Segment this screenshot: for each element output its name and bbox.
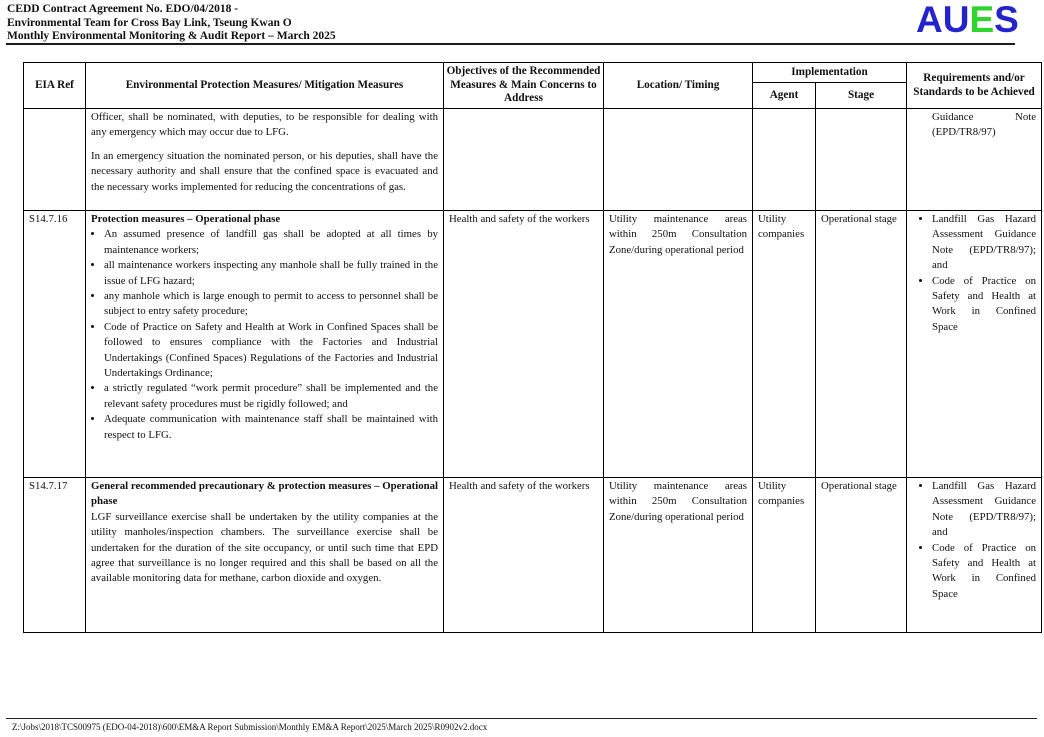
header-line-team: Environmental Team for Cross Bay Link, Tseung Kwan O <box>7 16 292 29</box>
table-header-row-1 <box>24 63 1042 83</box>
measures-bullet: • a strictly regulated “work permit procedure” shall be implemented and the relevant safety procedures must be rigidly followed; and <box>104 381 438 412</box>
cell-location: Utility maintenance areas within 250m Consultation Zone/during operational period <box>604 478 753 633</box>
header-cell-implementation: Implementation <box>753 63 907 83</box>
cell-stage: Operational stage <box>816 211 907 478</box>
measures-bullet-list <box>91 227 438 443</box>
aues-logo <box>916 1 1019 39</box>
header-cell-requirements: Requirements and/or Standards to be Achieved <box>907 63 1042 109</box>
cell-eia-ref <box>24 109 86 211</box>
cell-agent: Utility companies <box>753 478 816 633</box>
header-line-report: Monthly Environmental Monitoring & Audit Report – March 2025 <box>7 30 336 43</box>
measures-bullet: • Adequate communication with maintenance staff shall be maintained with respect to LFG. <box>104 412 438 443</box>
header-divider-line <box>6 43 1015 45</box>
measures-paragraph: Officer, shall be nominated, with deputies, to be responsible for dealing with any emergency which may occur due to LFG. <box>91 111 438 139</box>
measures-bullet: • Code of Practice on Safety and Health at Work in Confined Spaces shall be followed to ensures compliance with the Factories and Industrial Undertakings (Confined Spaces) Regulations of the Factories and Industrial Undertakings Ordinance; <box>104 320 438 382</box>
document-file-path: Z:\Jobs\2018\TCS00975 (EDO-04-2018)\600\EM&A Report Submission\Monthly EM&A Report\2025\March 2025\R0902v2.docx <box>12 722 488 732</box>
table-row-s14-7-16 <box>24 211 1042 478</box>
cell-measures <box>86 109 444 211</box>
requirements-continuation: Guidance Note (EPD/TR8/97) <box>932 111 1037 139</box>
cell-measures <box>86 211 444 478</box>
measures-bullet: • any manhole which is large enough to permit to access to personnel shall be subject to entry safety procedure; <box>104 289 438 320</box>
measures-paragraph: In an emergency situation the nominated person, or his deputies, shall have the necessary authority and shall ensure that the confined space is evacuated and the necessary works implemented for reducing the concentrations of gas. <box>91 149 438 193</box>
measures-heading: Protection measures – Operational phase <box>91 213 281 225</box>
requirements-bullet-list <box>912 212 1036 335</box>
header-cell-agent: Agent <box>753 83 816 109</box>
requirements-bullet-list <box>912 479 1036 602</box>
cell-objectives: Health and safety of the workers <box>444 478 604 633</box>
header-cell-location: Location/ Timing <box>604 63 753 109</box>
measures-bullet: • An assumed presence of landfill gas shall be adopted at all times by maintenance workers; <box>104 227 438 258</box>
cell-eia-ref: S14.7.16 <box>24 211 86 478</box>
cell-objectives: Health and safety of the workers <box>444 211 604 478</box>
header-line-contract: CEDD Contract Agreement No. EDO/04/2018 - <box>7 3 239 15</box>
header-cell-eia-ref: EIA Ref <box>24 63 86 109</box>
table-row-s14-7-17 <box>24 478 1042 633</box>
cell-agent <box>753 109 816 211</box>
cell-objectives <box>444 109 604 211</box>
requirements-bullet: • Code of Practice on Safety and Health at Work in Confined Space <box>932 541 1036 603</box>
cell-stage: Operational stage <box>816 478 907 633</box>
logo-letter-s: S <box>994 0 1019 40</box>
requirements-bullet: • Landfill Gas Hazard Assessment Guidance Note (EPD/TR8/97); and <box>932 212 1036 274</box>
footer-divider-line <box>6 718 1037 719</box>
header-cell-objectives: Objectives of the Recommended Measures & Main Concerns to Address <box>444 63 604 109</box>
requirements-bullet: • Code of Practice on Safety and Health at Work in Confined Space <box>932 274 1036 336</box>
cell-requirements <box>907 478 1042 633</box>
mitigation-measures-table <box>23 62 1042 633</box>
measures-heading: General recommended precautionary & protection measures – Operational phase <box>91 480 438 508</box>
cell-location <box>604 109 753 211</box>
logo-letter-e: E <box>969 0 995 40</box>
cell-location: Utility maintenance areas within 250m Consultation Zone/during operational period <box>604 211 753 478</box>
header-cell-measures: Environmental Protection Measures/ Mitigation Measures <box>86 63 444 109</box>
cell-eia-ref: S14.7.17 <box>24 478 86 633</box>
requirements-bullet: • Landfill Gas Hazard Assessment Guidance Note (EPD/TR8/97); and <box>932 479 1036 541</box>
logo-letters-au: AU <box>916 0 970 40</box>
measures-bullet: • all maintenance workers inspecting any manhole shall be fully trained in the issue of LFG hazard; <box>104 258 438 289</box>
cell-requirements <box>907 109 1042 211</box>
cell-measures <box>86 478 444 633</box>
cell-agent: Utility companies <box>753 211 816 478</box>
table-row-continuation <box>24 109 1042 211</box>
report-header <box>7 3 336 44</box>
header-cell-stage: Stage <box>816 83 907 109</box>
measures-paragraph: LGF surveillance exercise shall be undertaken by the utility companies at the utility manholes/inspection chambers. The surveillance exercise shall be undertaken for the duration of the site occupancy, or until such time that EPD agree that surveillance is no longer required and this shall be based on all the available monitoring data for methane, carbon dioxide and oxygen. <box>91 510 438 585</box>
cell-requirements <box>907 211 1042 478</box>
cell-stage <box>816 109 907 211</box>
